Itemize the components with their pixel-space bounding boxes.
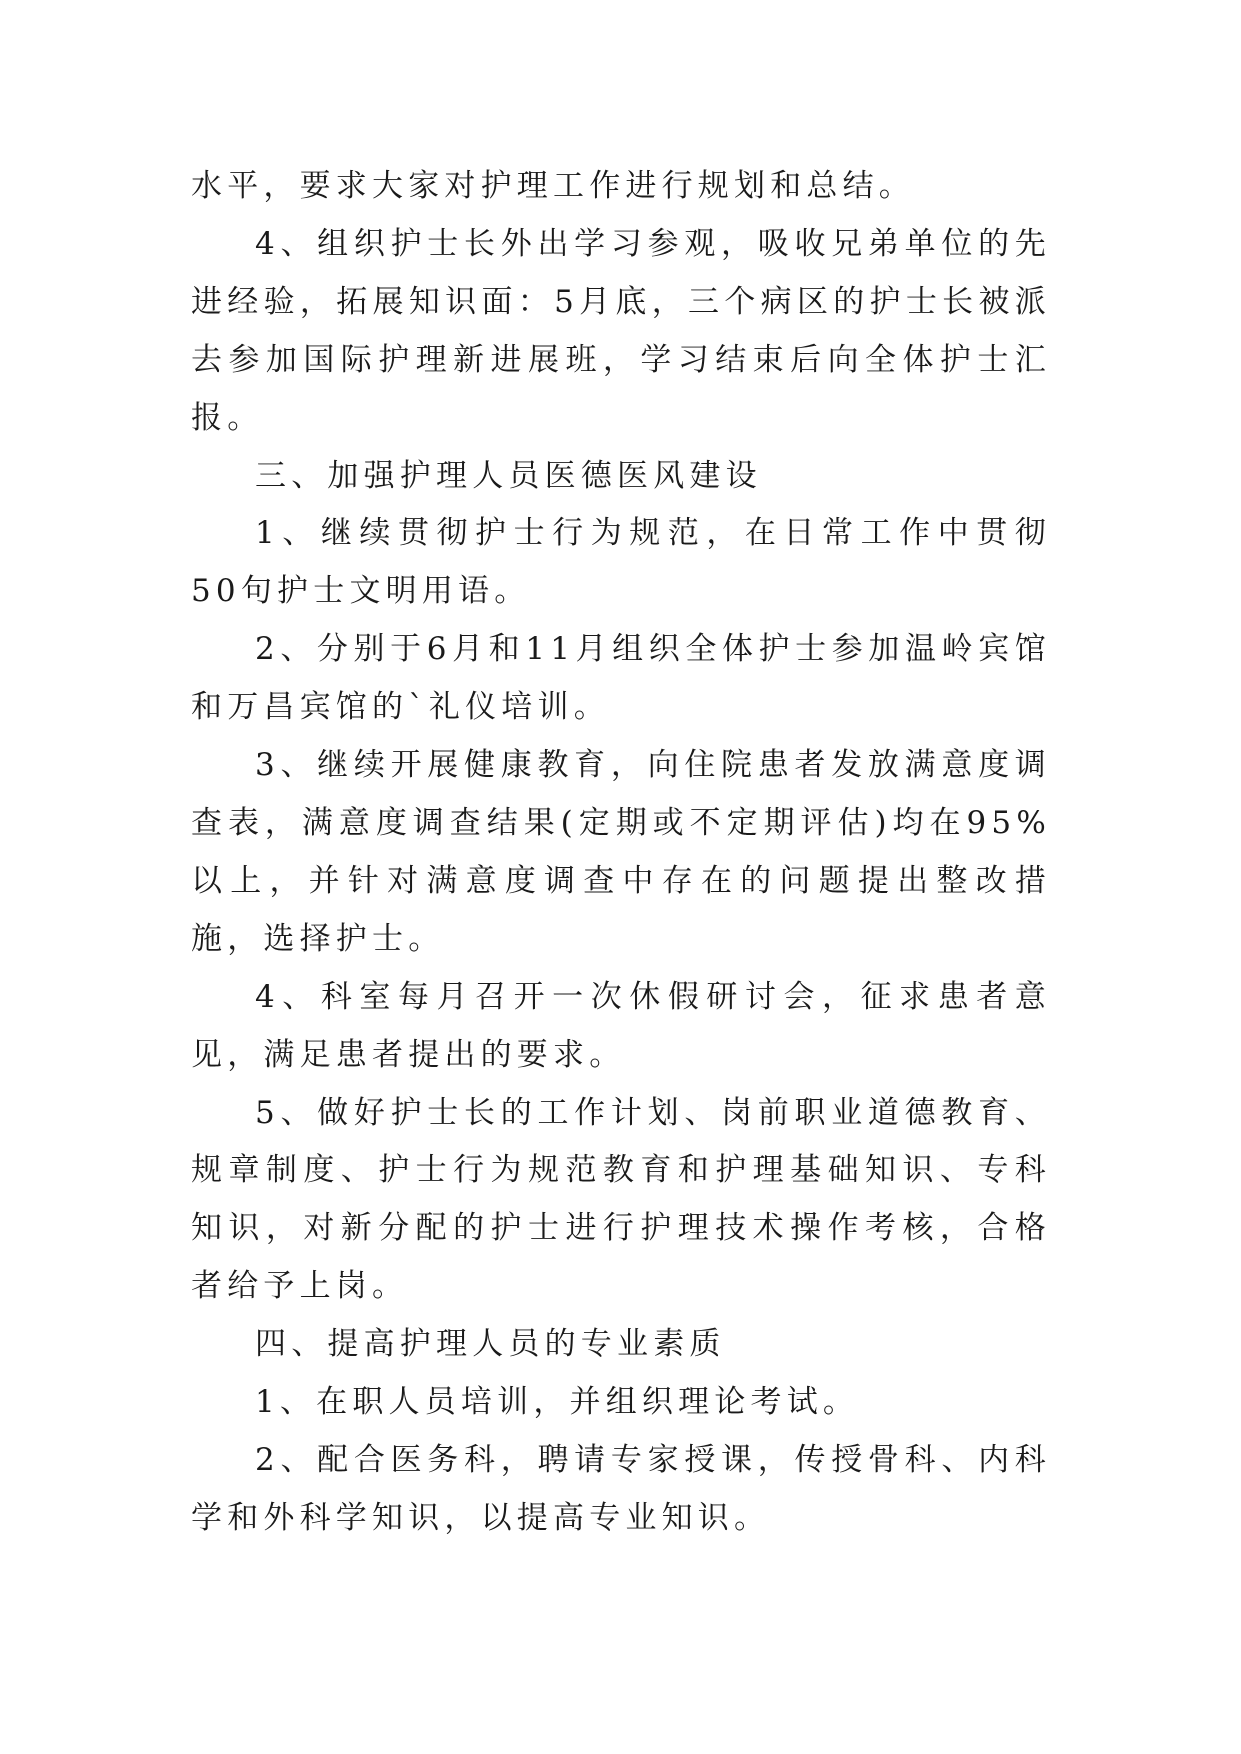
paragraph-item-3-health-education: 3、继续开展健康教育，向住院患者发放满意度调查表，满意度调查结果(定期或不定期评估)均在95%以上，并针对满意度调查中存在的问题提出整改措施，选择护士。 bbox=[191, 747, 1051, 957]
paragraph-item-2-etiquette-training: 2、分别于6月和11月组织全体护士参加温岭宾馆和万昌宾馆的`礼仪培训。 bbox=[191, 631, 1051, 726]
section-heading-3: 三、加强护理人员医德医风建设 bbox=[255, 457, 762, 494]
paragraph-item-4-study-visit: 4、组织护士长外出学习参观，吸收兄弟单位的先进经验，拓展知识面：5月底，三个病区的护士长被派去参加国际护理新进展班，学习结束后向全体护士汇报。 bbox=[191, 225, 1051, 436]
paragraph-continuation: 水平，要求大家对护理工作进行规划和总结。 bbox=[191, 168, 915, 204]
document-body bbox=[191, 158, 1051, 1548]
paragraph-item-1-conduct-norms: 1、继续贯彻护士行为规范，在日常工作中贯彻50句护士文明用语。 bbox=[191, 515, 1051, 610]
section-heading-4: 四、提高护理人员的专业素质 bbox=[255, 1326, 726, 1363]
paragraph-item-2-expert-lectures: 2、配合医务科，聘请专家授课，传授骨科、内科学和外科学知识，以提高专业知识。 bbox=[191, 1441, 1051, 1536]
paragraph-item-4-seminar: 4、科室每月召开一次休假研讨会，征求患者意见，满足患者提出的要求。 bbox=[191, 978, 1051, 1073]
paragraph-item-5-work-plan: 5、做好护士长的工作计划、岗前职业道德教育、规章制度、护士行为规范教育和护理基础知识、专科知识，对新分配的护士进行护理技术操作考核，合格者给予上岗。 bbox=[191, 1094, 1051, 1305]
paragraph-item-1-training: 1、在职人员培训，并组织理论考试。 bbox=[255, 1384, 860, 1421]
